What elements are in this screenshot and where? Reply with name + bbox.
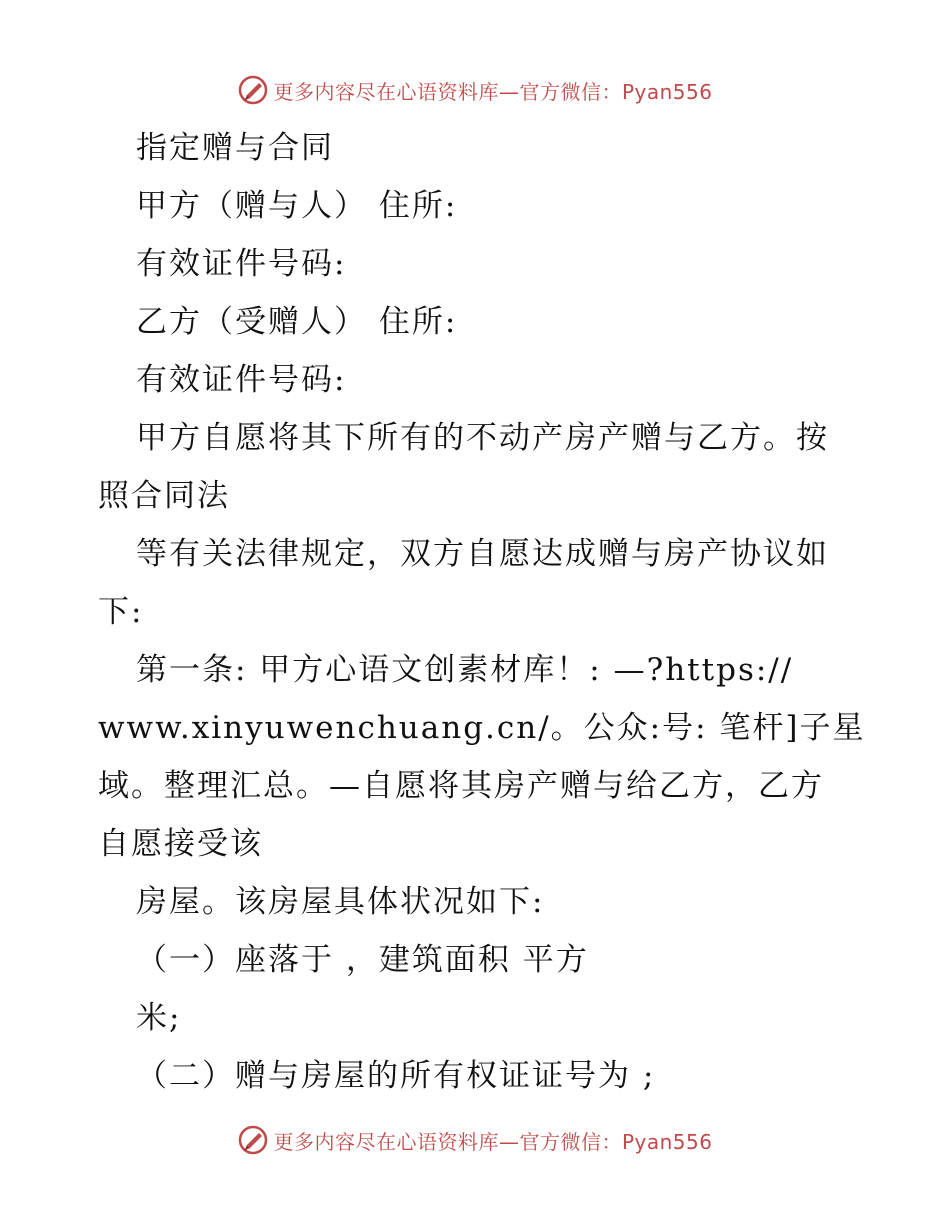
document-line: 甲方（赠与人） 住所: (136, 188, 458, 224)
document-line: 下: (98, 594, 144, 630)
document-line: 有效证件号码: (136, 246, 347, 282)
document-line: （一）座落于 ，建筑面积 平方 (136, 942, 589, 978)
document-line: 域。整理汇总。—自愿将其房产赠与给乙方，乙方 (98, 768, 824, 804)
document-line: （二）赠与房屋的所有权证证号为 ; (136, 1058, 656, 1094)
document-line: 照合同法 (98, 478, 230, 514)
document-line: 房屋。该房屋具体状况如下: (136, 884, 545, 920)
document-line: 自愿接受该 (98, 826, 263, 862)
banner-text: 更多内容尽在心语资料库—官方微信：Pyan556 (273, 1129, 713, 1154)
document-line: 有效证件号码: (136, 362, 347, 398)
document-title: 指定赠与合同 (136, 130, 334, 166)
banner-text: 更多内容尽在心语资料库—官方微信：Pyan556 (273, 79, 713, 104)
header-watermark-banner (0, 70, 950, 110)
document-line: 甲方自愿将其下所有的不动产房产赠与乙方。按 (136, 420, 829, 456)
document-line: www.xinyuwenchuang.cn/。公众:号: 笔杆]子星 (98, 710, 866, 746)
pen-logo-icon (237, 1124, 269, 1156)
document-line: 乙方（受赠人） 住所: (136, 304, 458, 340)
document-line: 第一条: 甲方心语文创素材库！: —?https:// (136, 652, 794, 688)
footer-watermark-banner (0, 1120, 950, 1160)
pen-logo-icon (237, 74, 269, 106)
document-line: 米; (136, 1000, 182, 1036)
document-line: 等有关法律规定，双方自愿达成赠与房产协议如 (136, 536, 829, 572)
